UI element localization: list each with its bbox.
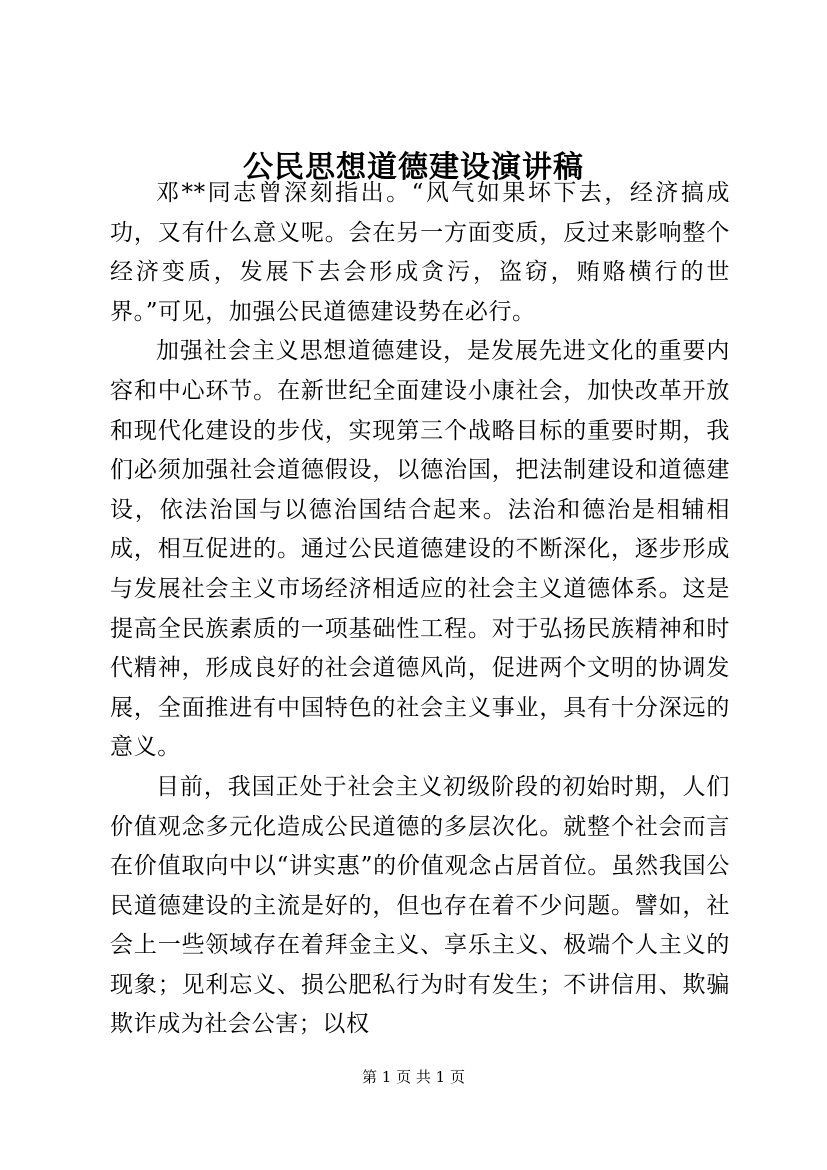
page-footer: 第 1 页 共 1 页 — [362, 1068, 465, 1086]
document-body — [110, 174, 730, 1045]
paragraph-3: 目前，我国正处于社会主义初级阶段的初始时期，人们价值观念多元化造成公民道德的多层次化。就整个社会而言在价值取向中以“讲实惠”的价值观念占居首位。虽然我国公民道德建设的主流是好的，但也存在着不少问题。譬如，社会上一些领域存在着拜金主义、享乐主义、极端个人主义的现象；见利忘义、损公肥私行为时有发生；不讲信用、欺骗欺诈成为社会公害；以权 — [110, 773, 730, 1038]
paragraph-1: 邓**同志曾深刻指出。“风气如果坏下去，经济搞成功，又有什么意义呢。会在另一方面变质，反过来影响整个经济变质，发展下去会形成贪污，盗窃，贿赂横行的世界。”可见，加强公民道德建设势在必行。 — [110, 180, 730, 325]
document-title: 公民思想道德建设演讲稿 — [243, 150, 584, 185]
paragraph-2: 加强社会主义思想道德建设，是发展先进文化的重要内容和中心环节。在新世纪全面建设小康社会，加快改革开放和现代化建设的步伐，实现第三个战略目标的重要时期，我们必须加强社会道德假设，以德治国，把法制建设和道德建设，依法治国与以德治国结合起来。法治和德治是相辅相成，相互促进的。通过公民道德建设的不断深化，逐步形成与发展社会主义市场经济相适应的社会主义道德体系。这是提高全民族素质的一项基础性工程。对于弘扬民族精神和时代精神，形成良好的社会道德风尚，促进两个文明的协调发展，全面推进有中国特色的社会主义事业，具有十分深远的意义。 — [110, 338, 730, 761]
